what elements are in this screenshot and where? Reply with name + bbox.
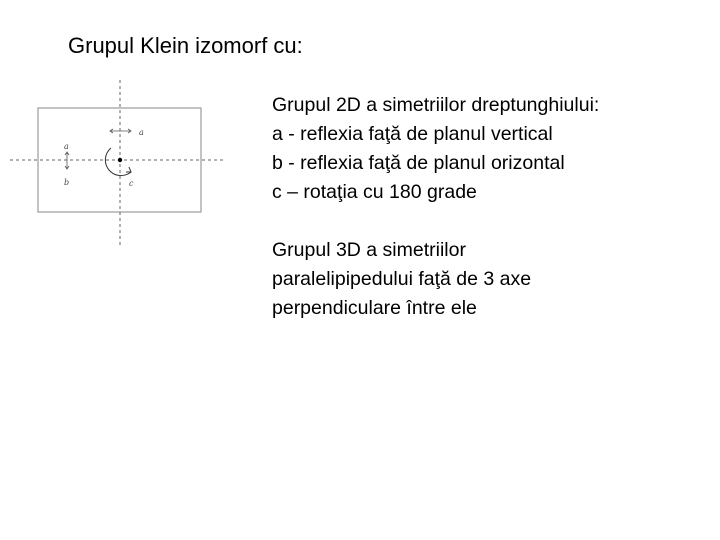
group-2d-section — [272, 91, 599, 207]
rotation-c-arrow — [105, 148, 131, 176]
group-3d-line: paralelipipedului faţă de 3 axe — [272, 268, 532, 290]
label-c: c — [129, 179, 134, 188]
group-3d-line: Grupul 3D a simetriilor — [272, 239, 466, 261]
group-2d-heading: Grupul 2D a simetriilor dreptunghiului: — [272, 94, 600, 116]
label-a-left: a — [64, 142, 69, 151]
group-3d-line: perpendiculare între ele — [272, 297, 477, 319]
group-2d-item-b: b - reflexia faţă de planul orizontal — [272, 152, 565, 174]
center-point — [118, 158, 122, 162]
group-2d-item-a: a - reflexia faţă de planul vertical — [272, 123, 553, 145]
page-title: Grupul Klein izomorf cu: — [68, 33, 303, 58]
label-a-top: a — [139, 128, 144, 137]
label-b: b — [64, 178, 70, 187]
group-3d-section — [272, 236, 531, 323]
group-2d-item-c: c – rotaţia cu 180 grade — [272, 181, 477, 203]
